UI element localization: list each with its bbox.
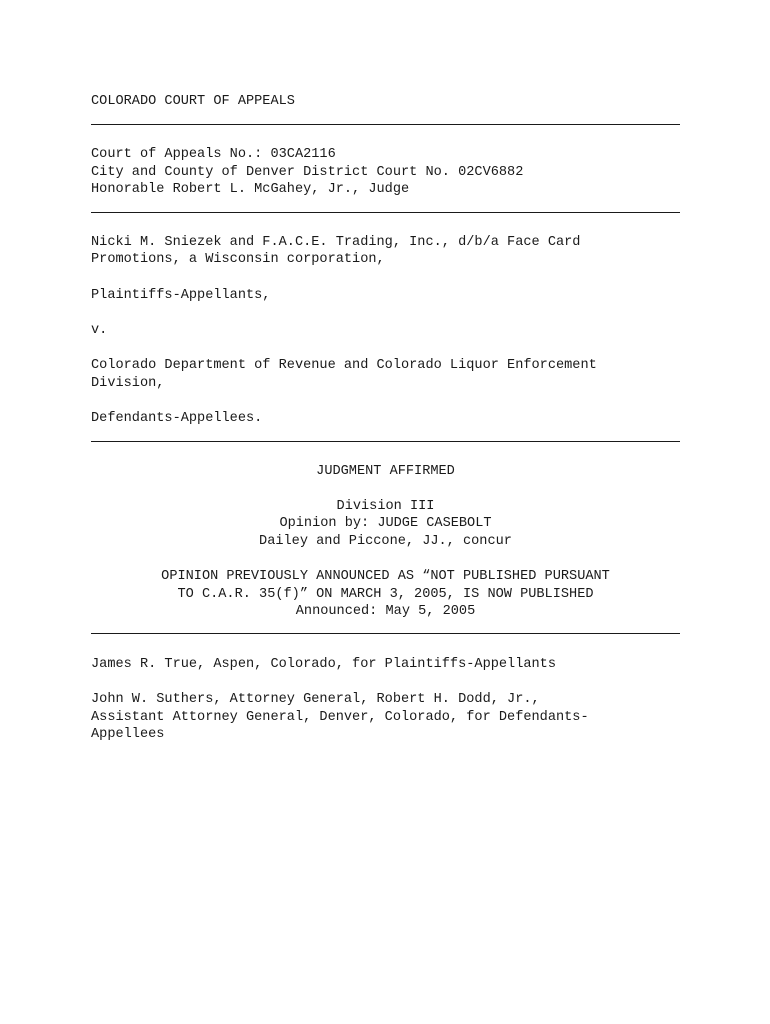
defendants-name-line-2: Division, [91,375,165,391]
plaintiffs-name-line-2: Promotions, a Wisconsin corporation, [91,252,385,267]
announced-date: Announced: May 5, 2005 [295,604,476,619]
defendants-role: Defendants-Appellees. [91,411,263,426]
divider-rule [91,124,680,125]
concurring-judges: Dailey and Piccone, JJ., concur [259,534,512,549]
court-name: COLORADO COURT OF APPEALS [91,94,295,109]
divider-rule [91,441,680,442]
trial-judge: Honorable Robert L. McGahey, Jr., Judge [91,182,410,197]
publication-notice-line-2: TO C.A.R. 35(f)” ON MARCH 3, 2005, IS NOW PUBLISHED [177,586,594,602]
plaintiffs-role: Plaintiffs-Appellants, [91,287,271,303]
plaintiffs-name-line-1: Nicki M. Sniezek and F.A.C.E. Trading, Inc., d/b/a Face Card [91,234,581,250]
opinion-author: Opinion by: JUDGE CASEBOLT [279,516,492,531]
judgment-heading: JUDGMENT AFFIRMED [316,463,455,479]
publication-notice-line-1: OPINION PREVIOUSLY ANNOUNCED AS “NOT PUBLISHED PURSUANT [161,569,610,584]
divider-rule [91,212,680,213]
division: Division III [336,498,435,514]
divider-rule [91,633,680,634]
defendants-name-line-1: Colorado Department of Revenue and Colorado Liquor Enforcement [91,358,597,373]
plaintiffs-counsel: James R. True, Aspen, Colorado, for Plaintiffs-Appellants [91,657,556,672]
appeal-number: Court of Appeals No.: 03CA2116 [91,147,336,162]
defendants-counsel-line-1: John W. Suthers, Attorney General, Robert H. Dodd, Jr., [91,692,540,707]
defendants-counsel-line-2: Assistant Attorney General, Denver, Colorado, for Defendants- [91,709,589,725]
district-court-number: City and County of Denver District Court No. 02CV6882 [91,164,524,180]
versus: v. [91,322,108,338]
defendants-counsel-line-3: Appellees [91,727,165,742]
